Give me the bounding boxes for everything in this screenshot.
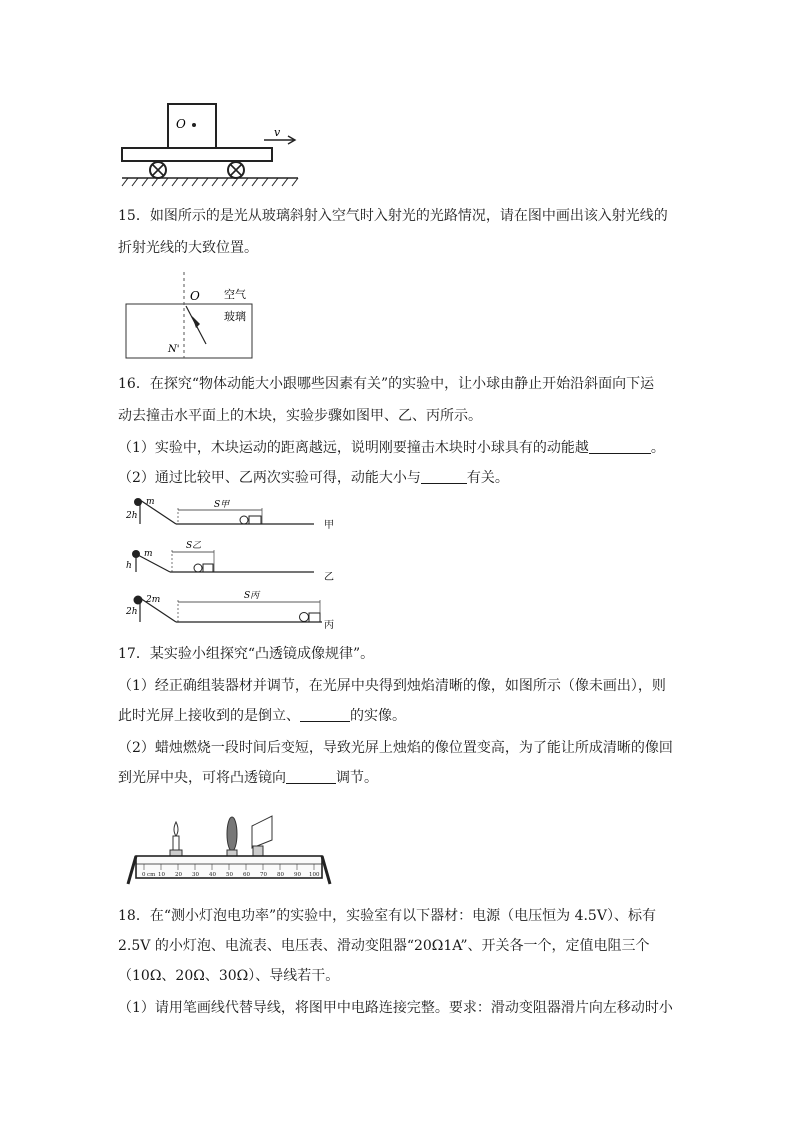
q16-sub2-text-b: 有关。 bbox=[466, 470, 509, 486]
label-jia: 甲 bbox=[324, 520, 334, 531]
block-center-dot bbox=[192, 123, 196, 127]
mass-jia: m bbox=[146, 497, 155, 507]
q17-sub1-l1: （1）经正确组装器材并调节，在光屏中央得到烛焰清晰的像，如图所示（像未画出），则 bbox=[118, 678, 666, 694]
tick-label: 70 bbox=[260, 872, 267, 878]
cart-wheel-left bbox=[150, 162, 166, 178]
q17-sub1-text-a: 此时光屏上接收到的是倒立、 bbox=[118, 708, 300, 724]
optical-bench-figure bbox=[122, 812, 340, 892]
q15-line1: 15．如图所示的是光从玻璃斜射入空气时入射光的光路情况，请在图中画出该入射光线的 bbox=[118, 208, 668, 224]
q16-answer-blank-1[interactable] bbox=[589, 439, 651, 454]
q16-line2: 动去撞击水平面上的木块，实验步骤如图甲、乙、丙所示。 bbox=[118, 408, 482, 424]
setup-bing bbox=[125, 590, 334, 631]
q17-sub2-text-a: 到光屏中央，可将凸透镜向 bbox=[118, 770, 286, 786]
tick-label: 40 bbox=[209, 872, 216, 878]
normal-label: N' bbox=[168, 344, 180, 355]
q17-answer-blank-1[interactable] bbox=[300, 707, 350, 722]
dist-jia: S甲 bbox=[214, 500, 230, 510]
tick-label: 10 bbox=[158, 872, 165, 878]
candle bbox=[170, 822, 182, 856]
ball-bing bbox=[134, 596, 143, 605]
block-yi bbox=[203, 564, 213, 572]
q17-line1: 17．某实验小组探究“凸透镜成像规律”。 bbox=[118, 646, 375, 662]
label-bing: 丙 bbox=[324, 620, 334, 631]
velocity-label: v bbox=[274, 126, 281, 139]
q17-sub1-text-b: 的实像。 bbox=[350, 708, 406, 724]
cart-board bbox=[122, 148, 272, 161]
ball-jia bbox=[134, 498, 142, 506]
bench-leg-right bbox=[322, 856, 330, 884]
tick-label: 0 bbox=[142, 872, 146, 878]
q17-sub1-l2 bbox=[118, 706, 406, 726]
cart-wheel-right bbox=[228, 162, 244, 178]
height-jia: 2h bbox=[126, 511, 138, 521]
bench-leg-left bbox=[128, 856, 136, 884]
dist-yi: S乙 bbox=[186, 541, 202, 551]
tick-label: 50 bbox=[226, 872, 233, 878]
q15-line2: 折射光线的大致位置。 bbox=[118, 240, 258, 256]
point-o-label: O bbox=[190, 289, 200, 303]
q16-sub1-text-b: 。 bbox=[650, 440, 665, 456]
height-yi: h bbox=[126, 561, 132, 571]
air-label: 空气 bbox=[224, 288, 246, 301]
refraction-figure bbox=[124, 270, 258, 362]
q17-answer-blank-2[interactable] bbox=[286, 769, 336, 784]
mass-yi: m bbox=[144, 549, 153, 559]
tick-label: 60 bbox=[243, 872, 250, 878]
height-bing: 2h bbox=[126, 607, 138, 617]
label-yi: 乙 bbox=[324, 572, 334, 583]
block-bing bbox=[309, 613, 320, 622]
setup-jia bbox=[125, 497, 334, 531]
tick-unit: cm bbox=[147, 872, 156, 878]
tick-label: 90 bbox=[294, 872, 301, 878]
q16-sub2-text-a: （2）通过比较甲、乙两次实验可得，动能大小与 bbox=[118, 470, 421, 486]
ball-yi bbox=[132, 550, 140, 558]
light-screen bbox=[252, 816, 272, 856]
q16-sub1 bbox=[118, 438, 665, 458]
ground-hatch bbox=[122, 178, 298, 186]
q16-sub1-text-a: （1）实验中，木块运动的距离越远，说明刚要撞击木块时小球具有的动能越 bbox=[118, 440, 589, 456]
q18-line3: （10Ω、20Ω、30Ω）、导线若干。 bbox=[118, 968, 340, 984]
block-center-label: O bbox=[176, 117, 186, 131]
convex-lens bbox=[227, 817, 237, 856]
cart-figure bbox=[118, 96, 303, 192]
q16-line1: 16．在探究“物体动能大小跟哪些因素有关”的实验中，让小球由静止开始沿斜面向下运 bbox=[118, 376, 655, 392]
q16-answer-blank-2[interactable] bbox=[421, 469, 467, 484]
glass-label: 玻璃 bbox=[224, 310, 246, 323]
q18-line1: 18．在“测小灯泡电功率”的实验中，实验室有以下器材：电源（电压恒为 4.5V）、标有 bbox=[118, 908, 656, 924]
tick-label: 80 bbox=[277, 872, 284, 878]
tick-label: 30 bbox=[192, 872, 199, 878]
block-jia bbox=[249, 516, 261, 524]
tick-label: 20 bbox=[175, 872, 182, 878]
kinetic-energy-figure bbox=[118, 494, 348, 636]
q17-sub2-l1: （2）蜡烛燃烧一段时间后变短，导致光屏上烛焰的像位置变高，为了能让所成清晰的像回 bbox=[118, 740, 673, 756]
tick-label: 100 bbox=[309, 872, 320, 878]
q17-sub2-text-b: 调节。 bbox=[336, 770, 378, 786]
q16-sub2 bbox=[118, 468, 509, 488]
q18-sub1: （1）请用笔画线代替导线，将图甲中电路连接完整。要求：滑动变阻器滑片向左移动时小 bbox=[118, 1000, 673, 1016]
setup-yi bbox=[126, 541, 334, 583]
q17-sub2-l2 bbox=[118, 768, 378, 788]
dist-bing: S丙 bbox=[244, 591, 260, 601]
mass-bing: 2m bbox=[146, 595, 161, 605]
q18-line2: 2.5V 的小灯泡、电流表、电压表、滑动变阻器“20Ω1A”、开关各一个，定值电阻三个 bbox=[118, 938, 650, 954]
